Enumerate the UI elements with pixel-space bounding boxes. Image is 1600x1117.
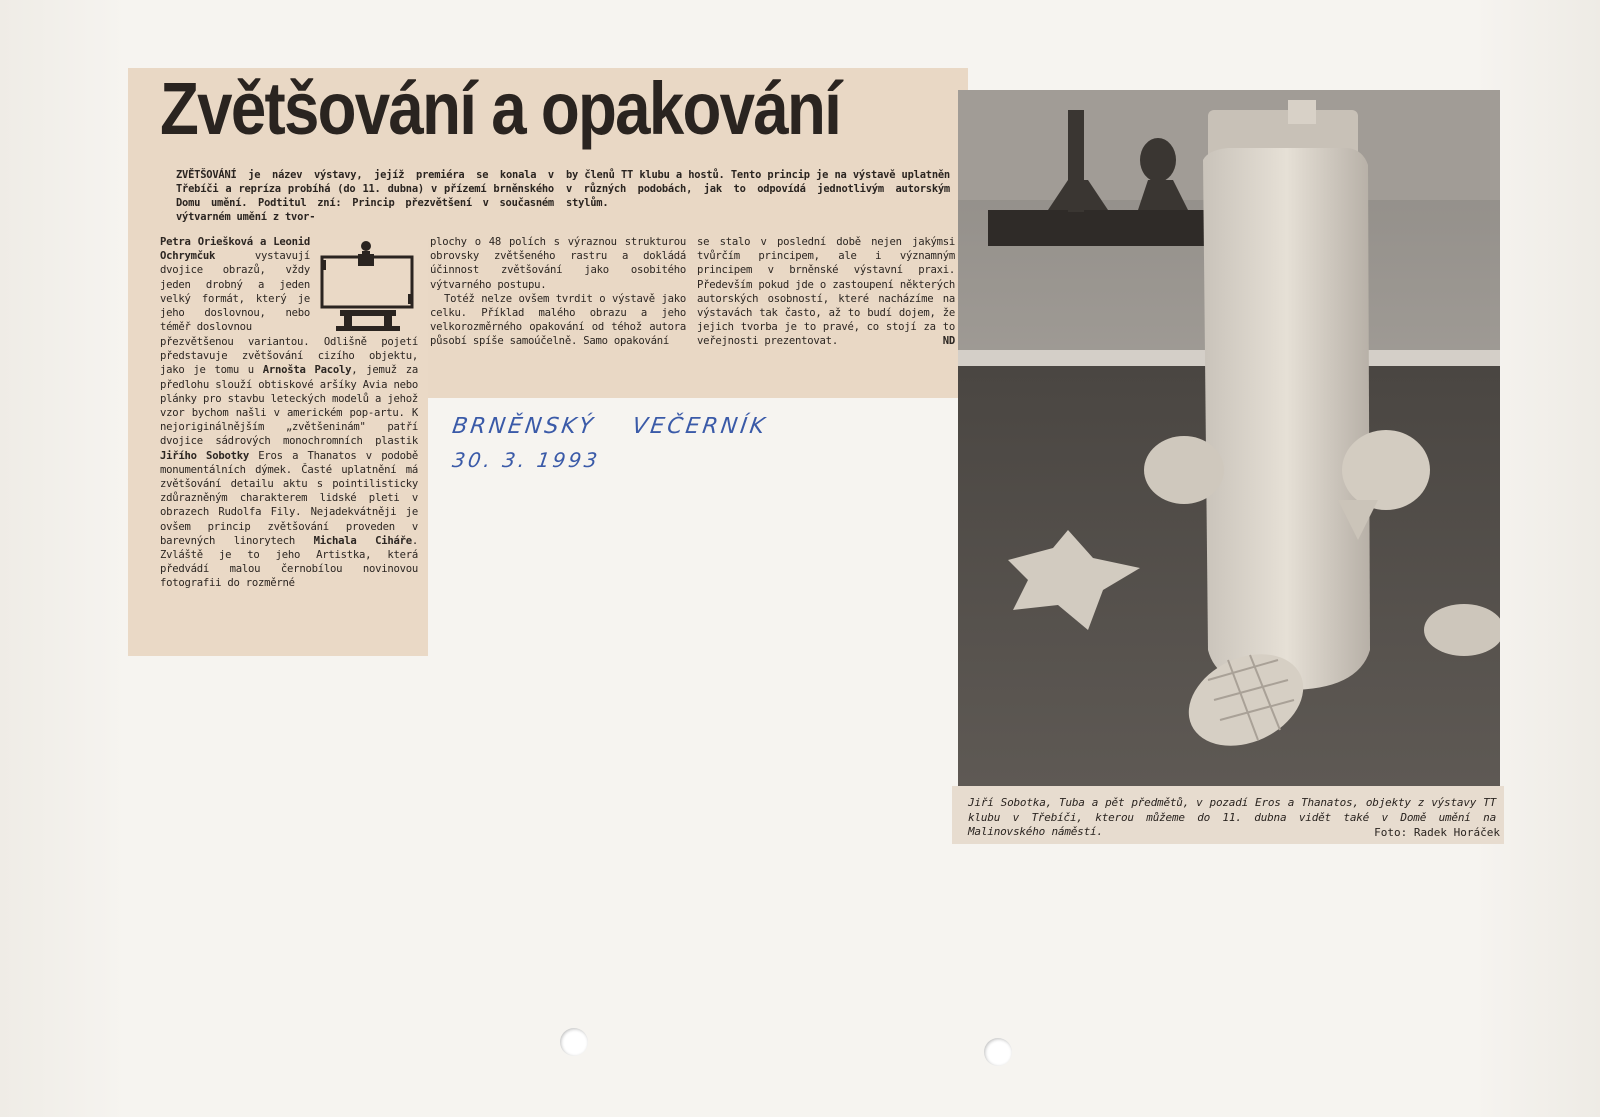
photo-credit: Foto: Radek Horáček (1374, 826, 1500, 839)
column-paragraph: plochy o 48 polích s výraznou strukturou obrovsky zvětšeného rastru a dokládá účinnost zvětšování jako osobitého výtvarného postupu. (430, 236, 686, 291)
article-photo (958, 90, 1500, 786)
article-column-3 (697, 235, 955, 375)
photo-caption: Jiří Sobotka, Tuba a pět předmětů, v pozadí Eros a Thanatos, objekty z výstavy TT klubu v Třebíči, kterou můžeme do 11. dubna vidět také v Domě umění na Malinovského náměstí. (968, 796, 1496, 838)
artist-name: Michala Ciháře (313, 534, 412, 547)
punch-hole (984, 1038, 1012, 1066)
punch-hole (560, 1028, 588, 1056)
column-paragraph: se stalo v poslední době nejen jakýmsi tvůrčím principem, ale i významným principem v brněnské výstavní praxi. Především pokud jde o zastoupení některých autorských osobností, které nacházíme na výstavách tak často, až to budí dojem, že jejich tvorba je to pravé, co stojí za to veřejnosti prezentovat. (697, 236, 955, 348)
sculpture-photo (958, 90, 1500, 786)
handwritten-source-2: VEČERNÍK (630, 414, 769, 439)
artist-name: Arnošta Pacoly (262, 364, 352, 377)
author-names: Petra Oriešková a Leonid Ochrymčuk (160, 236, 310, 263)
article-column-2 (430, 235, 686, 375)
article-lead-left: ZVĚTŠOVÁNÍ je název výstavy, jejíž premiéra se konala v Třebíči a repríza probíhá (do 11. dubna) v přízemí brněnského Domu umění. Podtitul zní: Princip přezvětšení v současném výtvarném umění z tvor- (176, 169, 554, 223)
tt-club-logo-icon (318, 240, 418, 336)
article-column-1-top (160, 235, 310, 335)
artist-name: Jiřího Sobotky (160, 449, 249, 462)
article-headline: Zvětšování a opakování (160, 67, 841, 150)
column-paragraph: Totéž nelze ovšem tvrdit o výstavě jako celku. Příklad malého obrazu a jeho velkorozměrného opakování od téhož autora působí spíše samoúčelně. Samo opakování (430, 292, 686, 348)
article-column-1: přezvětšenou variantou. Odlišně pojetí představuje zvětšování cizího objektu, jako je tomu u Arnošta Pacoly, jemuž za předlohu slouží obtiskové aršíky Avia nebo plánky pro stavbu leteckých modelů a jehož vzor bychom našli v americkém pop-artu. K nejoriginálnějším „zvětšeninám" patří dvojice sádrových monochromních plastik Jiřího Sobotky Eros a Thanatos v podobě monumentálních dýmek. Časté uplatnění má zvětšování detailu aktu s pointilisticky zdůrazněným charakterem lidské pleti v obrazech Rudolfa Fily. Nejadekvátněji je ovšem princip zvětšování proveden v barevných linorytech Michala Ciháře. Zvláště je to jeho Artistka, která předvádí malou černobílou novinovou fotografii do rozměrné (160, 336, 419, 590)
column-text: vystavují dvojice obrazů, vždy jeden drobný a jeden velký formát, který je jeho doslovnou, nebo téměř doslovnou (160, 250, 310, 334)
article-lead-right: by členů TT klubu a hostů. Tento princip je na výstavě uplatněn v různých podobách, jak to odpovídá jednotlivým autorským stylům. (566, 169, 950, 209)
author-signature: ND (942, 335, 955, 348)
handwritten-date: 30. 3. 1993 (450, 448, 602, 472)
handwritten-source-1: BRNĚNSKÝ (450, 414, 598, 439)
